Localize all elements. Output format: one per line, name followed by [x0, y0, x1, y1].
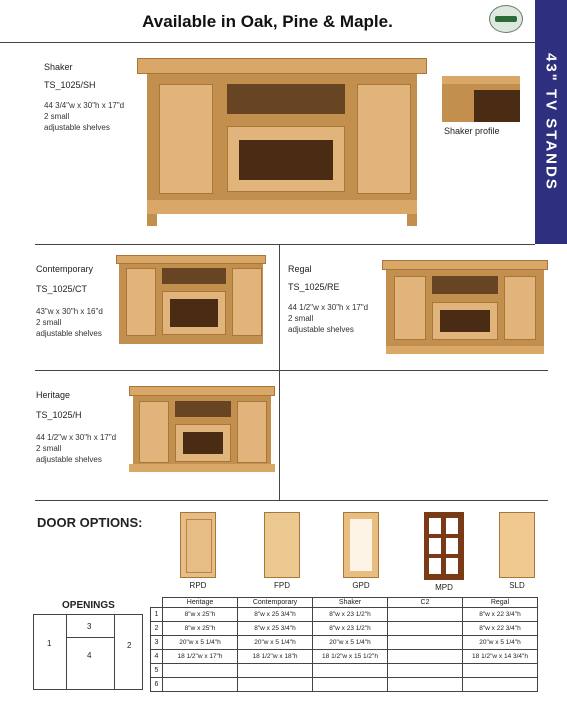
openings-title: OPENINGS — [62, 600, 115, 611]
table-cell: 20"w x 5 1/4"h — [163, 636, 238, 650]
table-cell — [388, 608, 463, 622]
divider-row1 — [35, 244, 535, 245]
table-cell: 20"w x 5 1/4"h — [313, 636, 388, 650]
product-spec-heritage: 44 1/2"w x 30"h x 17"d 2 small adjustable shelves — [36, 433, 117, 464]
product-name-regal: Regal — [288, 264, 312, 274]
page-title: Available in Oak, Pine & Maple. — [142, 12, 393, 31]
product-code-regal: TS_1025/RE — [288, 282, 340, 292]
table-cell: 18 1/2"w x 14 3/4"h — [463, 650, 538, 664]
table-header-heritage: Heritage — [163, 598, 238, 608]
table-cell — [388, 636, 463, 650]
divider-top — [0, 42, 535, 43]
table-cell: 18 1/2"w x 17"h — [163, 650, 238, 664]
table-row — [151, 650, 538, 664]
openings-table — [150, 597, 538, 692]
table-row — [151, 664, 538, 678]
opening-label-4: 4 — [87, 651, 92, 660]
profile-caption: Shaker profile — [444, 126, 500, 136]
door-label-fpd: FPD — [274, 581, 290, 590]
table-row — [151, 622, 538, 636]
table-cell — [463, 678, 538, 692]
table-cell — [388, 622, 463, 636]
door-label-rpd: RPD — [189, 581, 207, 590]
side-tab-label: 43" TV STANDS — [542, 53, 560, 191]
door-fpd-image — [264, 512, 300, 578]
row-number: 1 — [151, 608, 163, 622]
door-options-title: DOOR OPTIONS: — [37, 515, 143, 530]
table-cell: 8"w x 25"h — [163, 608, 238, 622]
table-cell: 18 1/2"w x 15 1/2"h — [313, 650, 388, 664]
side-tab — [535, 0, 567, 244]
table-cell — [238, 664, 313, 678]
table-row — [151, 678, 538, 692]
door-label-gpd: GPD — [352, 581, 370, 590]
table-header-contemporary: Contemporary — [238, 598, 313, 608]
openings-diagram — [33, 614, 143, 690]
table-cell: 8"w x 25 3/4"h — [238, 608, 313, 622]
product-spec-contemporary: 43"w x 30"h x 16"d 2 small adjustable shelves — [36, 307, 103, 338]
opening-label-3: 3 — [87, 622, 92, 631]
product-name-contemporary: Contemporary — [36, 264, 94, 274]
divider-vertical — [279, 244, 280, 500]
door-gpd-image — [343, 512, 379, 578]
door-rpd-image — [180, 512, 216, 578]
product-name-shaker: Shaker — [44, 62, 73, 72]
table-cell: 8"w x 22 3/4"h — [463, 608, 538, 622]
shaker-profile-image — [442, 76, 520, 122]
brand-logo — [489, 5, 523, 33]
table-row — [151, 636, 538, 650]
divider-row2 — [35, 370, 548, 371]
door-mpd-image — [424, 512, 464, 580]
row-number: 5 — [151, 664, 163, 678]
table-cell — [388, 650, 463, 664]
table-row — [151, 608, 538, 622]
product-name-heritage: Heritage — [36, 390, 71, 400]
table-cell — [388, 664, 463, 678]
door-label-mpd: MPD — [435, 583, 453, 592]
table-cell — [163, 664, 238, 678]
opening-label-1: 1 — [47, 639, 52, 648]
product-code-shaker: TS_1025/SH — [44, 80, 96, 90]
divider-row3 — [35, 500, 548, 501]
table-header-shaker: Shaker — [313, 598, 388, 608]
product-code-heritage: TS_1025/H — [36, 410, 82, 420]
row-number: 2 — [151, 622, 163, 636]
opening-label-2: 2 — [127, 641, 132, 650]
heritage-stand-image — [129, 386, 275, 472]
product-spec-shaker: 44 3/4"w x 30"h x 17"d 2 small adjustable shelves — [44, 101, 125, 132]
table-cell: 8"w x 25"h — [163, 622, 238, 636]
door-label-sld: SLD — [509, 581, 525, 590]
table-cell — [238, 678, 313, 692]
table-cell — [388, 678, 463, 692]
table-cell — [313, 678, 388, 692]
product-code-contemporary: TS_1025/CT — [36, 284, 88, 294]
table-cell — [163, 678, 238, 692]
table-header-row — [151, 598, 538, 608]
row-number: 6 — [151, 678, 163, 692]
table-cell: 8"w x 23 1/2"h — [313, 622, 388, 636]
table-cell: 18 1/2"w x 18"h — [238, 650, 313, 664]
table-cell: 8"w x 22 3/4"h — [463, 622, 538, 636]
row-number: 3 — [151, 636, 163, 650]
row-number: 4 — [151, 650, 163, 664]
table-header-regal: Regal — [463, 598, 538, 608]
table-cell: 8"w x 25 3/4"h — [238, 622, 313, 636]
table-cell — [313, 664, 388, 678]
table-header-c2: C2 — [388, 598, 463, 608]
table-cell: 20"w x 5 1/4"h — [238, 636, 313, 650]
regal-stand-image — [382, 260, 548, 356]
table-cell — [463, 664, 538, 678]
table-cell: 8"w x 23 1/2"h — [313, 608, 388, 622]
table-corner-cell — [151, 598, 163, 608]
product-spec-regal: 44 1/2"w x 30"h x 17"d 2 small adjustable shelves — [288, 303, 369, 334]
door-sld-image — [499, 512, 535, 578]
contemporary-stand-image — [116, 255, 266, 347]
shaker-stand-image — [137, 58, 427, 226]
table-cell: 20"w x 5 1/4"h — [463, 636, 538, 650]
